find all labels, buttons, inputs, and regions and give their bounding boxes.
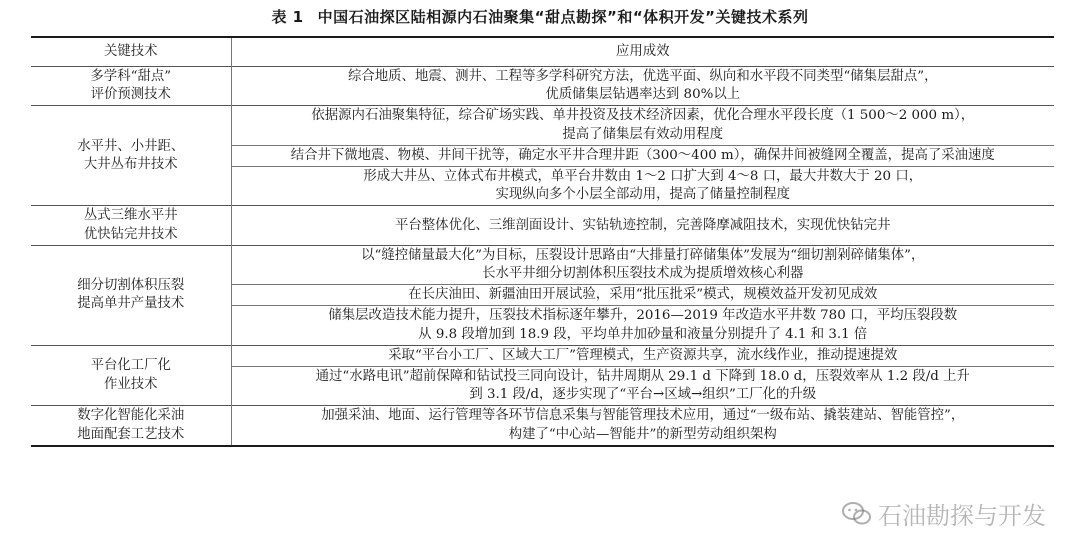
result-cell: 采取“平台小工厂、区域大工厂”管理模式，生产资源共享，流水线作业，推动提速提效 — [388, 347, 898, 363]
technology-table — [31, 36, 1054, 447]
result-cell: 依据源内石油聚集特征，综合矿场实践、单井投资及技术经济因素，优化合理水平段长度（1 500～2 000 m）， 提高了储集层有效动用程度 — [311, 108, 975, 142]
table-header-row — [31, 37, 1054, 67]
result-cell: 形成大井丛、立体式布井模式，单平台井数由 1～2 口扩大到 4～8 口，最大井数大于 20 口， 实现纵向多个小层全部动用，提高了储量控制程度 — [363, 169, 923, 203]
table-row — [31, 206, 1054, 245]
header-key-technology: 关键技术 — [31, 37, 231, 67]
result-cell: 通过“水路电讯”超前保障和钻试投三同向设计，钻井周期从 29.1 d 下降到 18.0 d，压裂效率从 1.2 段/d 上升 到 3.1 段/d，逐步实现了“平台→区域→组织”工厂化的升级 — [315, 369, 970, 403]
result-cell: 加强采油、地面、运行管理等各环节信息采集与智能管理技术应用，通过“一级布站、撬装建站、智能管控”， 构建了“中心站—智能井”的新型劳动组织架构 — [321, 408, 965, 442]
table-row — [31, 406, 1054, 446]
table-row — [31, 245, 1054, 284]
watermark — [842, 496, 1046, 531]
result-cell: 平台整体优化、三维剖面设计、实钻轨迹控制，完善降摩减阻技术，实现优快钻完井 — [395, 217, 891, 233]
table-caption — [0, 6, 1080, 27]
watermark-text: 石油勘探与开发 — [878, 502, 1046, 530]
result-cell: 储集层改造技术能力提升，压裂技术指标逐年攀升，2016—2019 年改造水平井数 780 口，平均压裂段数 从 9.8 段增加到 18.9 段，平均单井加砂量和液量分别提升了 4.1 和 3.1 倍 — [328, 308, 958, 342]
result-cell: 结合井下微地震、物模、井间干扰等，确定水平井合理井距（300～400 m），确保井间被缝网全覆盖，提高了采油速度 — [290, 147, 995, 163]
tech-cell: 平台化工厂化 作业技术 — [31, 345, 231, 406]
table-row — [31, 106, 1054, 145]
result-cell: 以“缝控储量最大化”为目标，压裂设计思路由“大排量打碎储集体”发展为“细切割剁碎储集体”， 长水平井细分切割体积压裂技术成为提质增效核心利器 — [361, 247, 925, 282]
table-title: 中国石油探区陆相源内石油聚集“甜点勘探”和“体积开发”关键技术系列 — [317, 8, 809, 26]
tech-cell: 水平井、小井距、 大井丛布井技术 — [31, 106, 231, 206]
header-application-result: 应用成效 — [615, 44, 670, 59]
table-row — [31, 67, 1054, 106]
tech-cell: 多学科“甜点” 评价预测技术 — [31, 67, 231, 106]
table-row — [31, 345, 1054, 366]
tech-cell: 数字化智能化采油 地面配套工艺技术 — [31, 406, 231, 446]
tech-cell: 细分切割体积压裂 提高单井产量技术 — [31, 245, 231, 345]
table-number: 表 1 — [271, 8, 304, 26]
wechat-icon — [842, 501, 872, 527]
result-cell: 在长庆油田、新疆油田开展试验，采用“批压批采”模式，规模效益开发初见成效 — [408, 287, 878, 303]
result-cell: 综合地质、地震、测井、工程等多学科研究方法，优选平面、纵向和水平段不同类型“储集层甜点”， 优质储集层钻遇率达到 80%以上 — [348, 69, 938, 103]
tech-cell: 丛式三维水平井 优快钻完井技术 — [31, 206, 231, 245]
